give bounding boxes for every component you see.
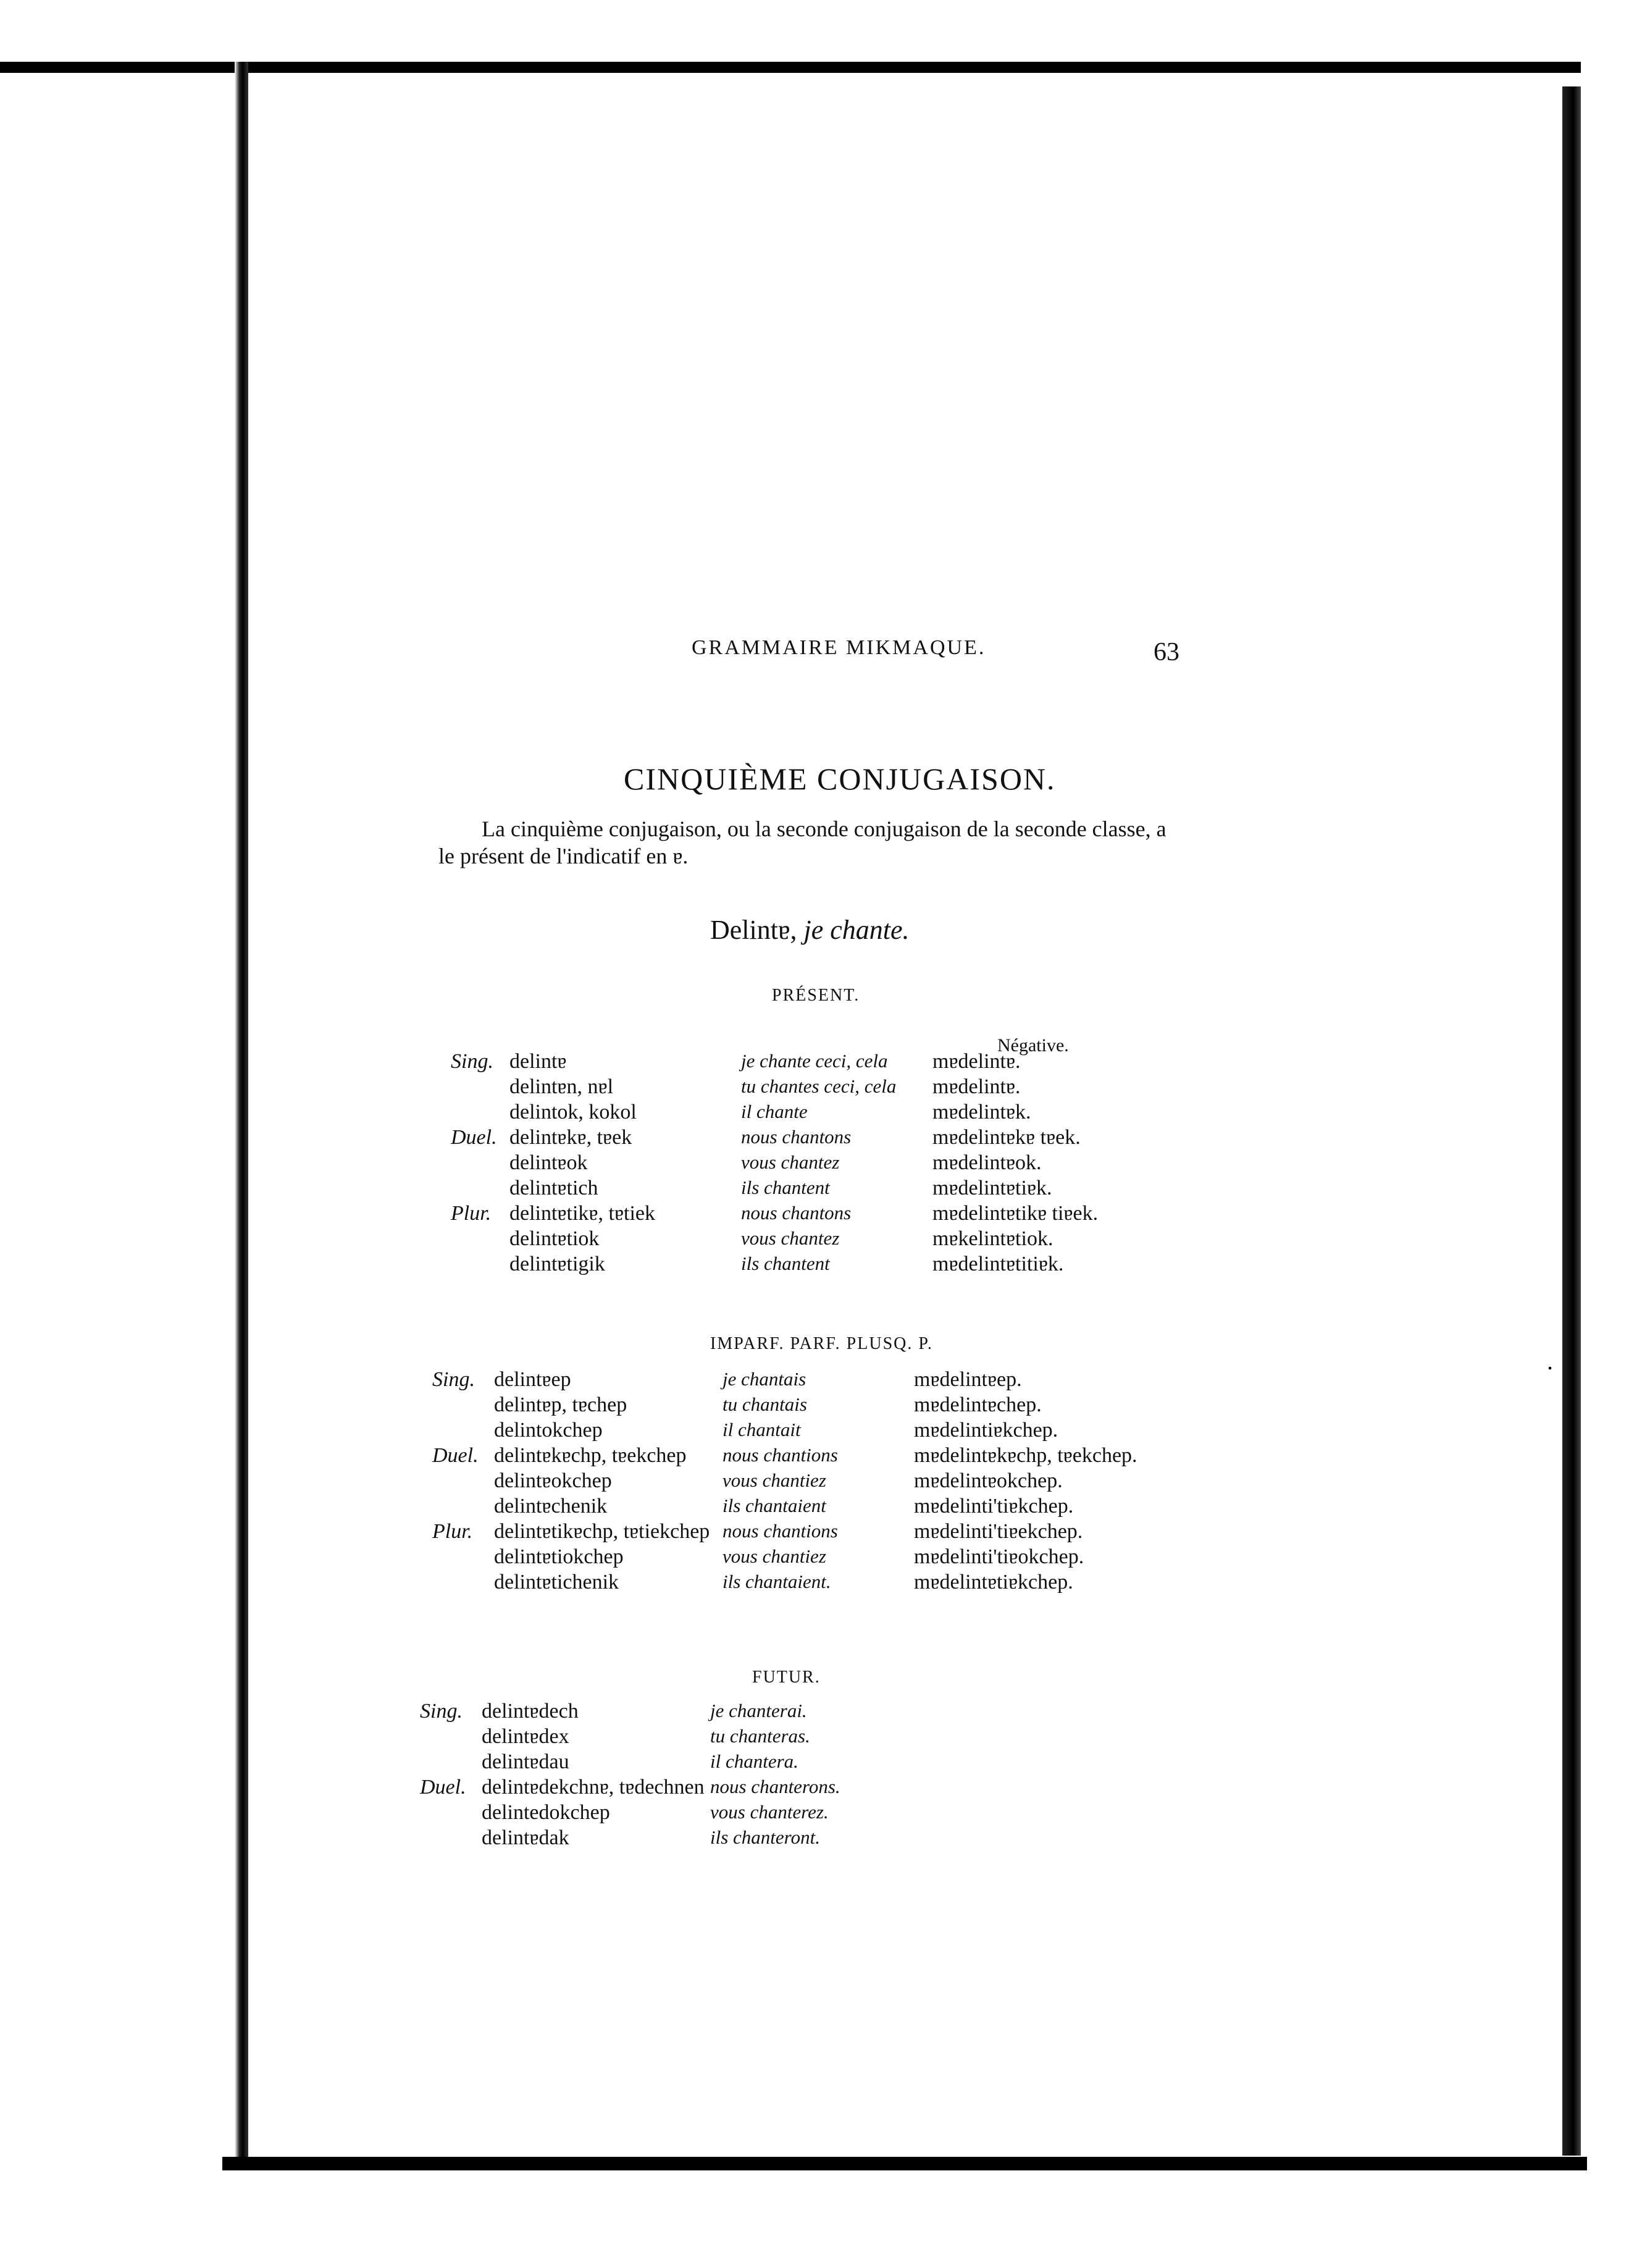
imperfect-neg: mɐdelintɐkɐchp, tɐekchep. xyxy=(914,1444,1137,1467)
future-gloss: nous chanterons. xyxy=(710,1776,840,1797)
verb-word: Delintɐ, xyxy=(710,915,797,945)
imperfect-neg: mɐdelinti'tiɐokchep. xyxy=(914,1545,1084,1568)
present-label: PRÉSENT. xyxy=(772,986,860,1005)
imperfect-neg: mɐdelinti'tiɐkchep. xyxy=(914,1495,1074,1518)
future-form: delintɐdak xyxy=(482,1826,569,1849)
imperfect-neg: mɐdelintɐtiɐkchep. xyxy=(914,1571,1073,1594)
present-gloss: ils chantent xyxy=(741,1177,830,1198)
present-form: delintɐtiok xyxy=(509,1227,600,1250)
present-form: delintɐtigik xyxy=(509,1253,605,1275)
present-form: delintok, kokol xyxy=(509,1101,637,1124)
future-form: delintɐdech xyxy=(482,1700,579,1723)
imperfect-form: delintɐtichenik xyxy=(494,1571,619,1594)
imperfect-gloss: nous chantions xyxy=(722,1520,838,1542)
scan-bottom-edge xyxy=(222,2157,1587,2170)
imperfect-form: delintɐp, tɐchep xyxy=(494,1393,627,1416)
future-gloss: il chantera. xyxy=(710,1750,798,1772)
imperfect-gloss: tu chantais xyxy=(722,1393,807,1415)
imperfect-neg: mɐdelintiɐkchep. xyxy=(914,1419,1058,1442)
present-neg: mɐdelintɐkɐ tɐek. xyxy=(932,1126,1081,1149)
imperfect-person: Sing. xyxy=(432,1368,475,1391)
imperfect-gloss: ils chantaient. xyxy=(722,1571,831,1592)
imperfect-label: IMPARF. PARF. PLUSQ. P. xyxy=(710,1334,933,1353)
present-gloss: vous chantez xyxy=(741,1227,840,1249)
imperfect-gloss: vous chantiez xyxy=(722,1469,826,1491)
imperfect-neg: mɐdelintɐokchep. xyxy=(914,1469,1063,1492)
intro-paragraph: La cinquième conjugaison, ou la seconde conjugaison de la seconde classe, a le présent de l'indicatif en ɐ. xyxy=(438,817,1166,868)
future-person: Sing. xyxy=(420,1700,463,1723)
present-neg: mɐdelintɐ. xyxy=(932,1075,1021,1098)
present-form: delintɐtich xyxy=(509,1177,598,1199)
future-label: FUTUR. xyxy=(752,1668,821,1687)
imperfect-gloss: je chantais xyxy=(722,1368,806,1390)
imperfect-form: delintɐtiokchep xyxy=(494,1545,624,1568)
present-gloss: nous chantons xyxy=(741,1202,852,1224)
present-form: delintɐtikɐ, tɐtiek xyxy=(509,1202,656,1225)
imperfect-form: delintɐtikɐchp, tɐtiekchep xyxy=(494,1520,710,1543)
imperfect-gloss: vous chantiez xyxy=(722,1545,826,1567)
future-form: delintedokchep xyxy=(482,1801,610,1824)
negative-label: Négative. xyxy=(997,1035,1069,1056)
present-gloss: tu chantes ceci, cela xyxy=(741,1075,897,1097)
present-neg: mɐdelintɐtitiɐk. xyxy=(932,1253,1064,1275)
present-neg: mɐdelintɐtikɐ tiɐek. xyxy=(932,1202,1099,1225)
present-neg: mɐdelintɐok. xyxy=(932,1151,1042,1174)
future-form: delintɐdex xyxy=(482,1725,569,1748)
future-form: delintɐdau xyxy=(482,1750,569,1773)
imperfect-neg: mɐdelintɐchep. xyxy=(914,1393,1042,1416)
imperfect-form: delintɐchenik xyxy=(494,1495,608,1518)
present-neg: mɐdelintɐ. xyxy=(932,1050,1021,1073)
imperfect-person: Duel. xyxy=(432,1444,479,1467)
present-gloss: il chante xyxy=(741,1101,808,1122)
present-form: delintɐn, nɐl xyxy=(509,1075,614,1098)
future-gloss: tu chanteras. xyxy=(710,1725,810,1747)
present-gloss: vous chantez xyxy=(741,1151,840,1173)
verb-heading xyxy=(710,914,910,946)
future-gloss: vous chanterez. xyxy=(710,1801,829,1823)
imperfect-person: Plur. xyxy=(432,1520,473,1543)
present-gloss: ils chantent xyxy=(741,1253,830,1274)
present-person: Plur. xyxy=(451,1202,492,1225)
present-person: Duel. xyxy=(451,1126,497,1149)
imperfect-neg: mɐdelinti'tiɐekchep. xyxy=(914,1520,1083,1543)
imperfect-neg: mɐdelintɐep. xyxy=(914,1368,1022,1391)
present-neg: mɐkelintɐtiok. xyxy=(932,1227,1053,1250)
imperfect-gloss: nous chantions xyxy=(722,1444,838,1466)
imperfect-form: delintɐep xyxy=(494,1368,571,1391)
imperfect-form: delintɐokchep xyxy=(494,1469,612,1492)
present-form: delintɐkɐ, tɐek xyxy=(509,1126,632,1149)
future-gloss: ils chanteront. xyxy=(710,1826,820,1848)
page-title: CINQUIÈME CONJUGAISON. xyxy=(624,762,1056,796)
future-gloss: je chanterai. xyxy=(710,1700,807,1721)
page-number: 63 xyxy=(1154,638,1179,666)
imperfect-form: delintɐkɐchp, tɐekchep xyxy=(494,1444,687,1467)
imperfect-gloss: ils chantaient xyxy=(722,1495,826,1516)
present-gloss: je chante ceci, cela xyxy=(741,1050,888,1072)
present-neg: mɐdelintɐk. xyxy=(932,1101,1031,1124)
present-form: delintɐok xyxy=(509,1151,588,1174)
scan-right-edge xyxy=(1562,86,1581,2156)
present-person: Sing. xyxy=(451,1050,493,1073)
future-person: Duel. xyxy=(420,1776,466,1799)
running-head: GRAMMAIRE MIKMAQUE. xyxy=(692,636,986,659)
imperfect-form: delintokchep xyxy=(494,1419,603,1442)
present-gloss: nous chantons xyxy=(741,1126,852,1148)
present-neg: mɐdelintɐtiɐk. xyxy=(932,1177,1052,1199)
verb-gloss: je chante. xyxy=(803,915,910,945)
scan-gutter xyxy=(235,62,248,2162)
present-form: delintɐ xyxy=(509,1050,567,1073)
imperfect-gloss: il chantait xyxy=(722,1419,801,1440)
margin-speck: . xyxy=(1547,1347,1553,1375)
future-form: delintɐdekchnɐ, tɐdechnen xyxy=(482,1776,705,1799)
